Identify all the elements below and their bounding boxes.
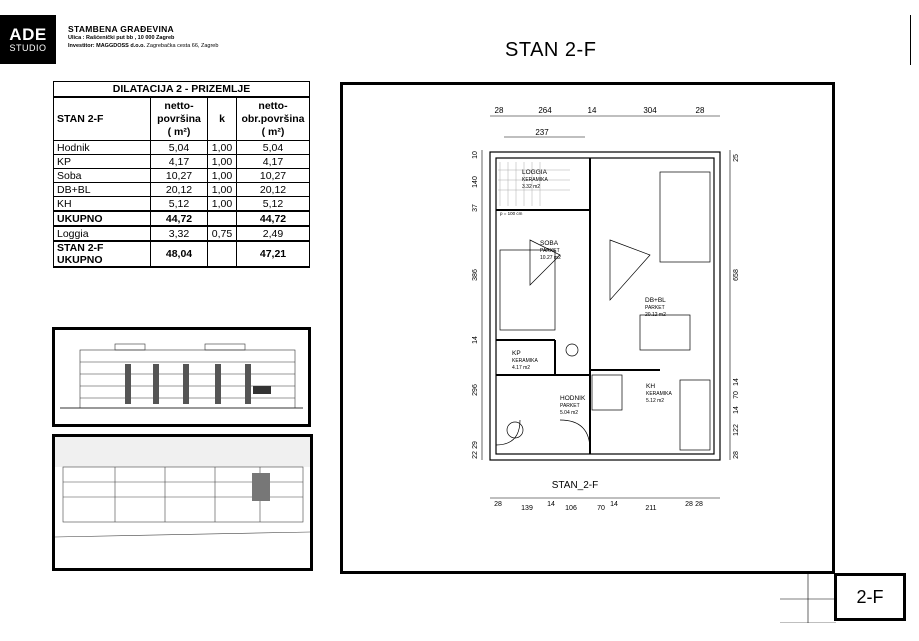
dim-right-5: 122 (733, 424, 740, 436)
obr-header: netto- obr.površina ( m²) (237, 97, 310, 141)
project-address: Ulica : Rašćenički put bb , 10 000 Zagreb (68, 35, 175, 41)
dim-right-1: 658 (733, 269, 740, 281)
dim-bottom-8: 28 (695, 501, 703, 508)
room-floor-loggia: KERAMIKA (522, 177, 548, 183)
dim-right-2: 14 (733, 378, 740, 386)
netto-header: netto- površina ( m²) (151, 97, 208, 141)
area-table-caption: DILATACIJA 2 - PRIZEMLJE (54, 82, 310, 98)
room-name-soba: SOBA (540, 240, 559, 247)
dim-top-0: 28 (494, 106, 504, 115)
room-floor-hodnik: PARKET (560, 403, 580, 409)
investor-label: Investitor: MAGGDOSS d.o.o. (68, 43, 146, 49)
room-area-soba: 10.27 m2 (540, 255, 561, 261)
sheet-number-badge: 2-F (834, 573, 906, 621)
room-area-kh: 5.12 m2 (646, 398, 665, 404)
room-area-kp: 4.17 m2 (512, 365, 531, 371)
room-name-kh: KH (646, 383, 656, 390)
room-floor-kp: KERAMIKA (512, 358, 538, 364)
dim-right-4: 14 (733, 406, 740, 414)
sheet-border-line (910, 15, 911, 65)
table-row: Hodnik 5,04 1,00 5,04 (54, 141, 310, 155)
dim-top-1: 264 (538, 106, 552, 115)
dim-bottom-7: 28 (685, 501, 693, 508)
floor-plan-drawing (460, 100, 760, 520)
table-row: KH 5,12 1,00 5,12 (54, 197, 310, 212)
table-row: DB+BL 20,12 1,00 20,12 (54, 183, 310, 197)
loggia-row: Loggia 3,32 0,75 2,49 (54, 226, 310, 241)
dim-bottom-5: 14 (610, 501, 618, 508)
dim-bottom-3: 106 (565, 505, 577, 512)
dim-left-6: 29 (472, 441, 479, 449)
dim-right-6: 28 (733, 451, 740, 459)
unit-name-header: STAN 2-F (54, 97, 151, 141)
room-area-dbbl: 20.12 m2 (645, 312, 666, 318)
dim-left-2: 37 (472, 204, 479, 212)
room-floor-dbbl: PARKET (645, 305, 665, 311)
dim-right-0: 25 (733, 154, 740, 162)
dim-left-4: 14 (472, 336, 479, 344)
dim-bottom-6: 211 (645, 505, 657, 512)
dim-bottom-2: 14 (547, 501, 555, 508)
dim-top-3: 304 (643, 106, 657, 115)
facade-elevation-drawing (55, 330, 308, 424)
ukupno-row: UKUPNO 44,72 44,72 (54, 211, 310, 226)
total-row: STAN 2-F UKUPNO 48,04 47,21 (54, 241, 310, 267)
dim-left-7: 22 (472, 451, 479, 459)
facade-elevation-thumbnail (52, 327, 311, 427)
area-table (53, 81, 310, 268)
room-name-hodnik: HODNIK (560, 395, 586, 402)
site-plan-drawing (55, 437, 310, 568)
dim-bottom-0: 28 (494, 501, 502, 508)
dim-left-1: 140 (472, 176, 479, 188)
k-header: k (208, 97, 237, 141)
room-name-kp: KP (512, 350, 521, 357)
table-row: KP 4,17 1,00 4,17 (54, 155, 310, 169)
dim-left-5: 296 (472, 384, 479, 396)
unit-highlight-marker (253, 386, 271, 394)
plan-label: STAN_2-F (551, 480, 599, 491)
dim-right-3: 70 (733, 391, 740, 399)
dim-left-3: 386 (472, 269, 479, 281)
page-title: STAN 2-F (505, 39, 597, 61)
investor-line (68, 43, 218, 49)
room-area-hodnik: 5.04 m2 (560, 410, 579, 416)
dim-top-2: 14 (587, 106, 597, 115)
sill-note: p = 100 cm (500, 211, 523, 216)
room-name-loggia: LOGGIA (522, 169, 547, 176)
area-table-header (54, 97, 310, 141)
dim-bottom-4: 70 (597, 505, 605, 512)
logo-bottom-text: STUDIO (9, 43, 47, 53)
company-name: STAMBENA GRAĐEVINA (68, 24, 174, 34)
room-area-loggia: 3.32 m2 (522, 184, 541, 190)
dim-bottom-1: 139 (521, 505, 533, 512)
title-block-grid (780, 571, 836, 623)
logo-top-text: ADE (9, 25, 47, 44)
room-floor-kh: KERAMIKA (646, 391, 672, 397)
investor-address: Zagrebačka cesta 66, Zagreb (146, 43, 219, 49)
dim-top-4: 28 (695, 106, 705, 115)
dim-left-0: 10 (472, 151, 479, 159)
room-floor-soba: PARKET (540, 248, 560, 254)
dim-237: 237 (535, 128, 549, 137)
site-plan-thumbnail (52, 434, 313, 571)
unit-location-marker (252, 473, 270, 501)
table-row: Soba 10,27 1,00 10,27 (54, 169, 310, 183)
room-name-dbbl: DB+BL (645, 297, 666, 304)
studio-logo (0, 15, 56, 64)
